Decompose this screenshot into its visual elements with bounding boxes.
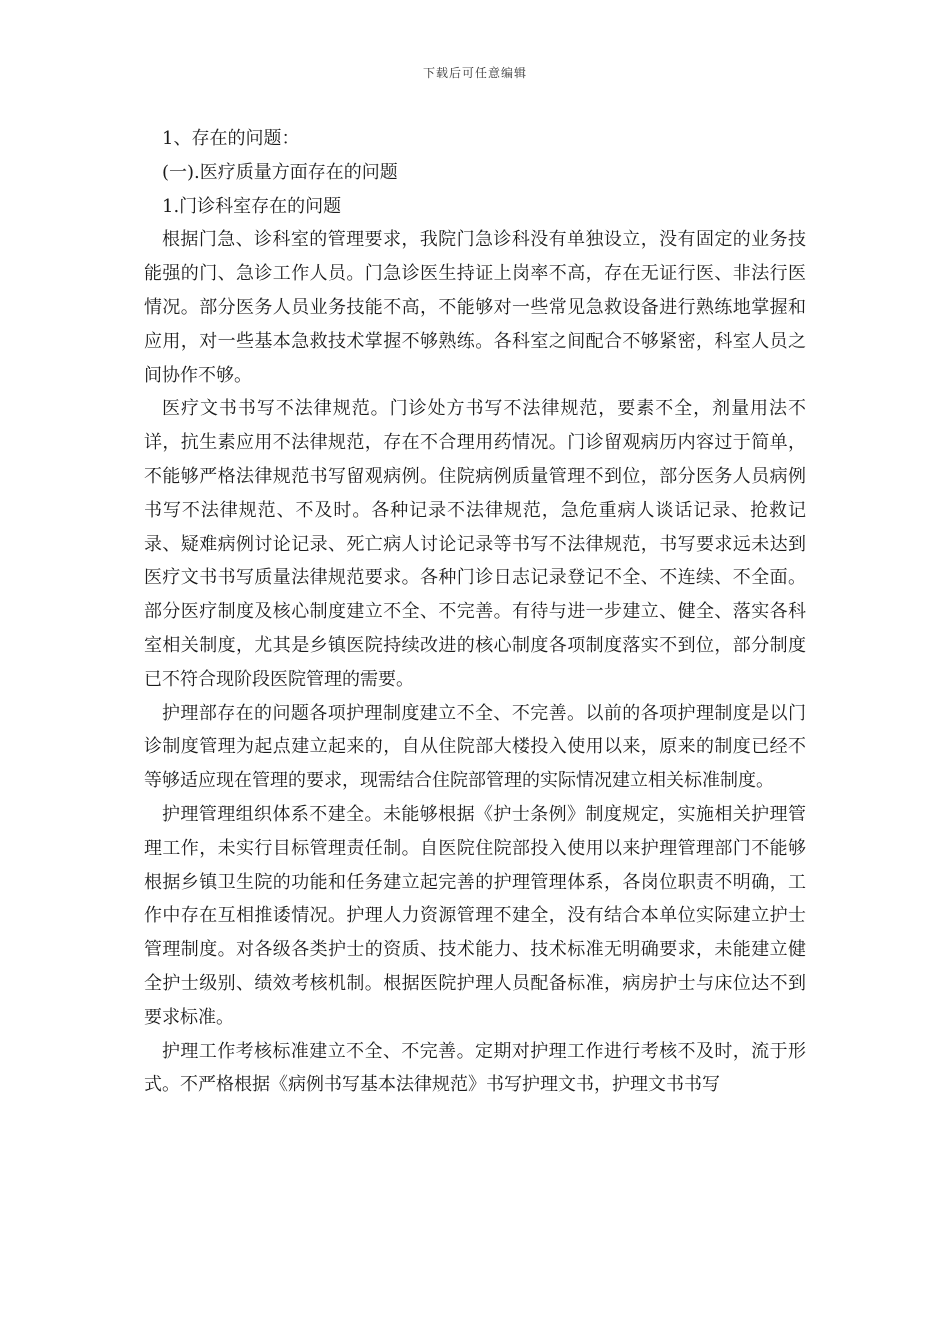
paragraph: 医疗文书书写不法律规范。门诊处方书写不法律规范，要素不全，剂量用法不详，抗生素应用不法律规范，存在不合理用药情况。门诊留观病历内容过于简单，不能够严格法律规范书写留观病例。住院病例质量管理不到位，部分医务人员病例书写不法律规范、不及时。各种记录不法律规范，急危重病人谈话记录、抢救记录、疑难病例讨论记录、死亡病人讨论记录等书写不法律规范，书写要求远未达到医疗文书书写质量法律规范要求。各种门诊日志记录登记不全、不连续、不全面。部分医疗制度及核心制度建立不全、不完善。有待与进一步建立、健全、落实各科室相关制度，尤其是乡镇医院持续改进的核心制度各项制度落实不到位，部分制度已不符合现阶段医院管理的需要。 [144, 398, 806, 690]
paragraph: 护理部存在的问题各项护理制度建立不全、不完善。以前的各项护理制度是以门诊制度管理为起点建立起来的，自从住院部大楼投入使用以来，原来的制度已经不等够适应现在管理的要求，现需结合住院部管理的实际情况建立相关标准制度。 [144, 702, 806, 792]
sub-subsection-heading: 1.门诊科室存在的问题 [162, 195, 342, 217]
document-body [144, 122, 806, 1102]
section-heading: 1、存在的问题： [162, 128, 300, 149]
paragraph: 根据门急、诊科室的管理要求，我院门急诊科没有单独设立，没有固定的业务技能强的门、急诊工作人员。门急诊医生持证上岗率不高，存在无证行医、非法行医情况。部分医务人员业务技能不高，不能够对一些常见急救设备进行熟练地掌握和应用，对一些基本急救技术掌握不够熟练。各科室之间配合不够紧密，科室人员之间协作不够。 [144, 229, 806, 386]
subsection-heading: (一).医疗质量方面存在的问题 [162, 161, 398, 183]
paragraph: 护理管理组织体系不建全。未能够根据《护士条例》制度规定，实施相关护理管理工作，未实行目标管理责任制。自医院住院部投入使用以来护理管理部门不能够根据乡镇卫生院的功能和任务建立起完善的护理管理体系，各岗位职责不明确，工作中存在互相推诿情况。护理人力资源管理不建全，没有结合本单位实际建立护士管理制度。对各级各类护士的资质、技术能力、技术标准无明确要求，未能建立健全护士级别、绩效考核机制。根据医院护理人员配备标准，病房护士与床位达不到要求标准。 [144, 803, 806, 1028]
header-note: 下载后可任意编辑 [422, 66, 527, 80]
paragraph: 护理工作考核标准建立不全、不完善。定期对护理工作进行考核不及时，流于形式。不严格根据《病例书写基本法律规范》书写护理文书，护理文书书写 [144, 1040, 806, 1096]
